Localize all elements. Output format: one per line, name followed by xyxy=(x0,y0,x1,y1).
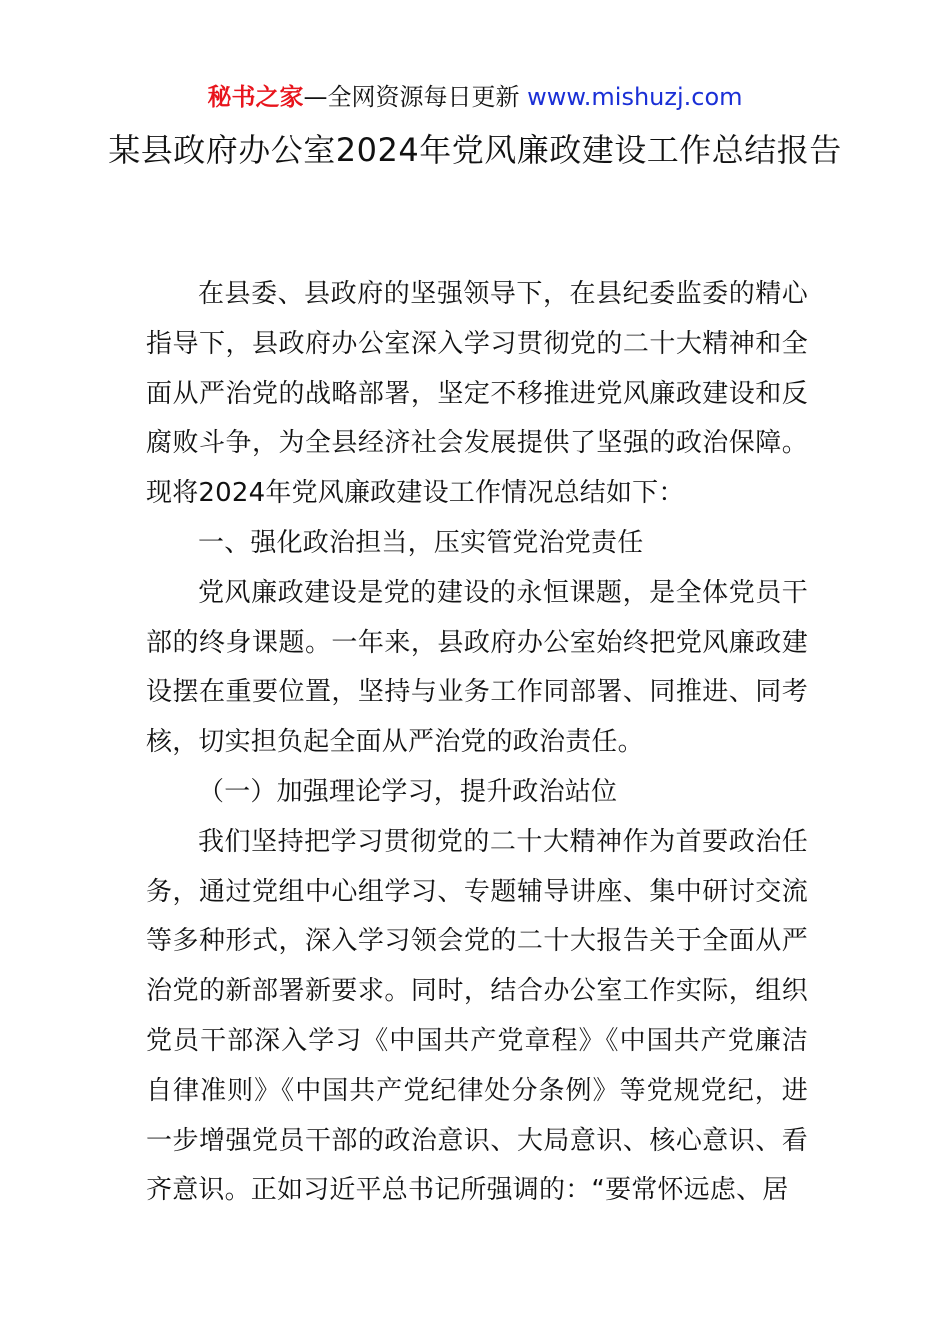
document-title: 某县政府办公室2024年党风廉政建设工作总结报告 xyxy=(108,131,842,169)
site-banner xyxy=(0,80,950,114)
document-body xyxy=(146,270,808,1216)
subsection-heading-1: （一）加强理论学习，提升政治站位 xyxy=(198,776,618,807)
banner-slogan: —全网资源每日更新 xyxy=(303,83,528,111)
section-1-paragraph: 党风廉政建设是党的建设的永恒课题，是全体党员干部的终身课题。一年来，县政府办公室始终把党风廉政建设摆在重要位置，坚持与业务工作同部署、同推进、同考核，切实担负起全面从严治党的政治责任。 xyxy=(146,577,808,758)
site-url-link[interactable]: www.mishuzj.com xyxy=(527,83,743,111)
brand-name: 秘书之家 xyxy=(207,83,304,111)
subsection-1-paragraph: 我们坚持把学习贯彻党的二十大精神作为首要政治任务，通过党组中心组学习、专题辅导讲座、集中研讨交流等多种形式，深入学习领会党的二十大报告关于全面从严治党的新部署新要求。同时，结合办公室工作实际，组织党员干部深入学习《中国共产党章程》《中国共产党廉洁自律准则》《中国共产党纪律处分条例》等党规党纪，进一步增强党员干部的政治意识、大局意识、核心意识、看齐意识。正如习近平总书记所强调的：“要常怀远虑、居 xyxy=(146,826,808,1206)
intro-paragraph: 在县委、县政府的坚强领导下，在县纪委监委的精心指导下，县政府办公室深入学习贯彻党的二十大精神和全面从严治党的战略部署，坚定不移推进党风廉政建设和反腐败斗争，为全县经济社会发展提供了坚强的政治保障。现将2024年党风廉政建设工作情况总结如下： xyxy=(146,279,808,509)
section-heading-1: 一、强化政治担当，压实管党治党责任 xyxy=(198,527,644,558)
